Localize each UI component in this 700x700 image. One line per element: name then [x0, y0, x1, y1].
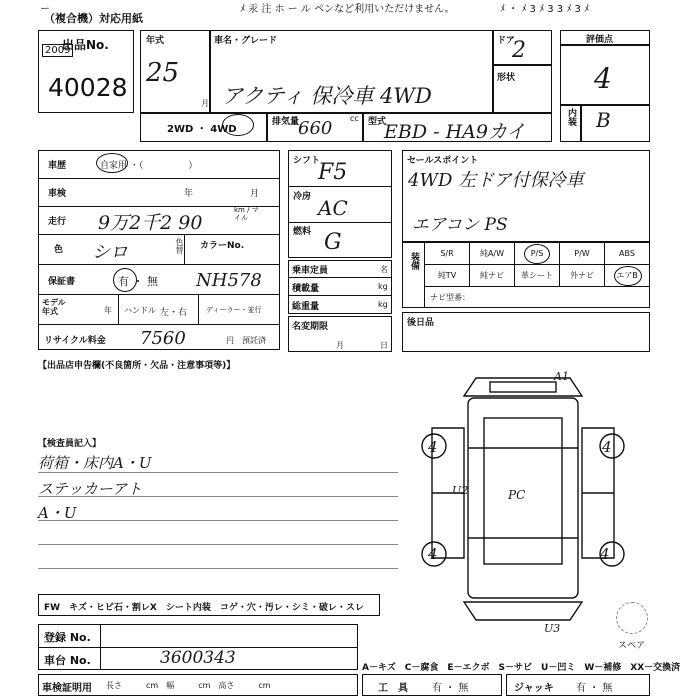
doors-label: ドア	[497, 36, 515, 46]
year-value: 25	[146, 58, 180, 88]
fuel-label: 燃料	[293, 227, 312, 237]
chassis-label: 車台 No.	[44, 654, 91, 667]
navi-label: ナビ型番：	[430, 293, 470, 302]
gross-unit: kg	[378, 300, 388, 309]
capacity-label: 乗車定員	[292, 266, 329, 276]
year-month: 月	[201, 99, 209, 108]
mark-tire-fr: 4	[602, 438, 612, 456]
mark-side: U2	[452, 484, 469, 497]
recycle-note: 預託済	[242, 336, 266, 345]
legend-text: FW キズ・ヒビ石・割レX シート内装 コゲ・穴・汚レ・シミ・破レ・スレ	[44, 603, 364, 613]
drive-label: 2WD ・ 4WD	[167, 124, 237, 135]
spare-tire-icon	[616, 602, 648, 634]
recycle-label: リサイクル料金	[44, 336, 106, 346]
equip-airbag: エアB	[616, 271, 638, 280]
recycle-unit: 円	[226, 336, 234, 345]
warranty-label: 保証書	[48, 277, 76, 287]
mark-tire-fl: 4	[428, 438, 438, 456]
chassis-value: 3600343	[160, 648, 236, 668]
equip-pw: P/W	[574, 249, 590, 258]
gross-label: 総重量	[292, 302, 320, 312]
displacement-label: 排気量	[272, 117, 300, 127]
name-change-day: 日	[380, 341, 388, 350]
equip-navi: 純ナビ	[480, 271, 504, 280]
mark-tire-rr: 4	[600, 545, 610, 563]
header-fragment-mid: ﾒ 汞 注 ホ ー ル ペンなど利用いただけません。	[240, 4, 455, 15]
mileage-unit: km / マイル	[234, 206, 259, 222]
year-label: 年式	[146, 36, 165, 46]
tools-options: 有 ・ 無	[432, 683, 469, 694]
load-label: 積載量	[292, 284, 320, 294]
inspector-line3: A・U	[38, 504, 77, 522]
shift-label: シフト	[293, 156, 321, 166]
displacement-unit: cc	[350, 114, 359, 123]
tools-label: 工 具	[378, 683, 408, 694]
shaken-month: 月	[250, 189, 260, 199]
jack-label: ジャッキ	[514, 683, 554, 694]
equip-ext-navi: 外ナビ	[570, 271, 594, 280]
form-title: （複合機）対応用紙	[44, 12, 143, 25]
jack-options: 有 ・ 無	[576, 683, 613, 694]
shift-value: F5	[318, 160, 348, 185]
mileage-value: 9万2千2 90	[98, 212, 203, 234]
shape-label: 形状	[497, 73, 516, 83]
equip-tv: 純TV	[437, 271, 457, 280]
name-label: 車名・グレード	[214, 36, 278, 46]
equip-ps-circle	[524, 244, 550, 264]
header-fragment-left: ー	[40, 4, 50, 15]
drive-circle	[222, 114, 254, 136]
interior-value: B	[596, 108, 611, 132]
cert-items: 長さ cm 幅 cm 高さ cm	[106, 681, 271, 690]
color-label: 色	[54, 245, 64, 255]
color-value: シロ	[92, 242, 128, 263]
history-circle	[96, 153, 128, 173]
shaken-year: 年	[184, 189, 194, 199]
warranty-circle	[113, 268, 137, 292]
equip-leather: 革シート	[521, 271, 553, 280]
lot-year-stamp: 2009	[42, 44, 73, 57]
model-year-year: 年	[104, 306, 112, 315]
mark-roof: PC	[508, 488, 526, 502]
later-label: 後日品	[407, 318, 435, 328]
history-label: 車歴	[48, 161, 67, 171]
equipment-label: 装備	[409, 252, 419, 270]
mark-front: A1	[554, 370, 569, 383]
name-change-month: 月	[336, 341, 344, 350]
equip-ps: P/S	[530, 249, 544, 258]
spare-label: スペア	[618, 641, 646, 651]
equip-aw: 純A/W	[479, 249, 505, 258]
equip-airbag-circle	[614, 266, 642, 286]
score-value: 4	[594, 62, 612, 95]
equip-abs: ABS	[619, 249, 635, 258]
reg-label: 登録 No.	[44, 631, 91, 644]
name-change-label: 名変期限	[292, 322, 329, 332]
inspector-label: 【検査員記入】	[38, 439, 102, 449]
mark-rear: U3	[544, 622, 561, 635]
ac-label: 冷房	[293, 192, 312, 202]
lot-number: 40028	[48, 73, 128, 102]
recycle-value: 7560	[140, 328, 186, 349]
capacity-unit: 名	[380, 265, 388, 274]
model-label: 型式	[368, 117, 387, 127]
dealer-label: ディーラー・並行	[206, 306, 262, 314]
car-rear-outline	[464, 602, 582, 620]
cert-label: 車検証明用	[42, 683, 92, 694]
sales-point-line2: エアコン PS	[412, 215, 508, 235]
mark-tire-rl: 4	[428, 545, 438, 563]
shaken-label: 車検	[48, 189, 67, 199]
model-value: EBD - HA9カイ	[384, 121, 526, 143]
mileage-label: 走行	[48, 217, 67, 227]
header-fragment-right: ﾒ ・ ﾒ 3 ﾒ 3 3 ﾒ 3 ﾒ	[500, 4, 590, 15]
color-no-value: NH578	[196, 270, 262, 291]
model-year-label: モデル年式	[42, 298, 66, 316]
later-box	[402, 312, 650, 352]
doors-value: 2	[512, 38, 526, 63]
color-no-label: カラーNo.	[200, 241, 245, 251]
inspector-line2: ステッカーアト	[38, 480, 142, 498]
score-label: 評価点	[586, 35, 614, 45]
inspector-line1: 荷箱・床内A・U	[38, 454, 152, 472]
handle-label: ハンドル	[124, 306, 156, 315]
handle-options: 左・右	[160, 308, 188, 318]
load-unit: kg	[378, 282, 388, 291]
fuel-value: G	[324, 230, 342, 255]
sales-point-line1: 4WD 左ドア付保冷車	[408, 170, 584, 191]
ac-value: AC	[318, 196, 348, 220]
equip-sr: S/R	[440, 249, 454, 258]
lot-label: 出品No.	[62, 38, 109, 52]
name-value: アクティ 保冷車 4WD	[222, 84, 432, 108]
codes-text: A－キズ C－腐食 E－エクボ S－サビ U－凹ミ W－補修 XX－交換済	[362, 663, 681, 673]
displacement-value: 660	[298, 118, 333, 139]
warranty-options: 有 ・ 無	[118, 275, 158, 288]
sales-point-label: セールスポイント	[407, 156, 479, 166]
history-options: 自家用 ・（ ）	[100, 161, 198, 171]
declaration-label: 【出品店申告欄(不良箇所・欠品・注意事項等)】	[38, 361, 236, 371]
interior-label: 内装	[566, 108, 576, 126]
color-change: 色替	[175, 238, 184, 254]
